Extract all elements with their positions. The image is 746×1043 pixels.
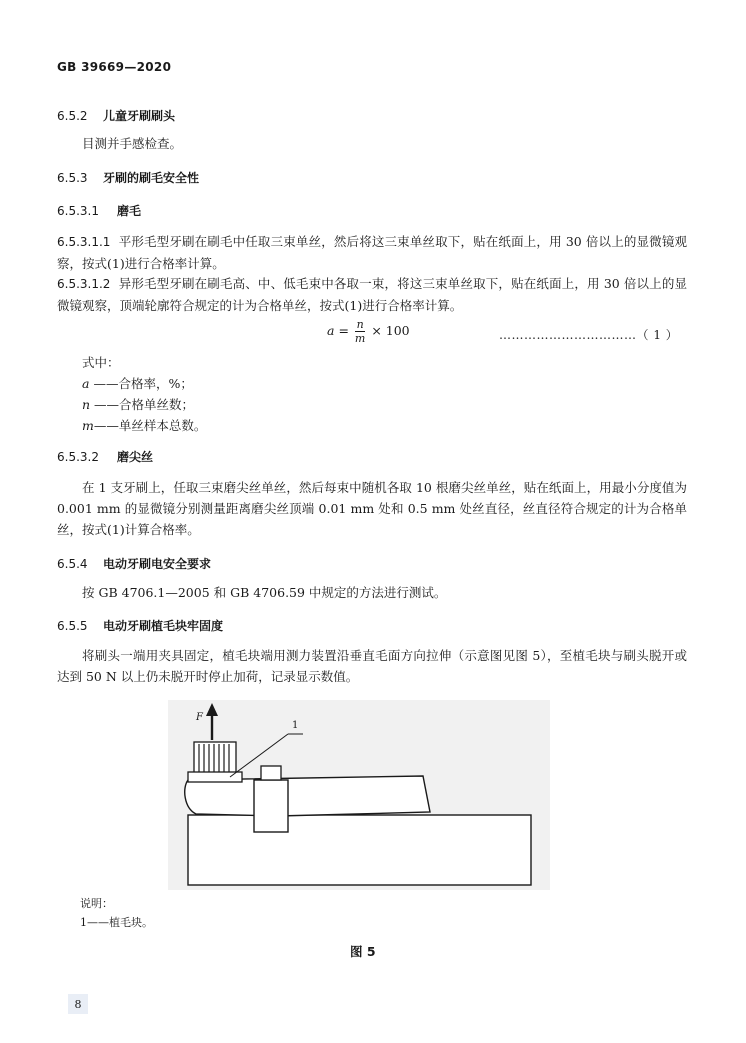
section-number: 6.5.3: [57, 171, 88, 185]
paragraph-6-5-4: 按 GB 4706.1—2005 和 GB 4706.59 中规定的方法进行测试。: [82, 585, 447, 600]
where-symbol: m: [82, 418, 94, 433]
where-desc: ——合格单丝数；: [94, 397, 195, 412]
figure-5: [168, 700, 550, 894]
section-heading-6-5-3-1: [57, 202, 141, 219]
paragraph-6-5-3-1-2: [57, 273, 687, 316]
bristles: [199, 744, 229, 776]
section-heading-6-5-3-2: [57, 448, 153, 465]
paragraph-6-5-3-1-1: [57, 231, 687, 274]
legend-item: 1——植毛块。: [80, 916, 153, 929]
where-item: [82, 415, 206, 436]
section-title: 牙刷的刷毛安全性: [103, 171, 200, 185]
clause-number: 6.5.3.1.1: [57, 235, 111, 249]
section-heading-6-5-3: [57, 169, 199, 186]
legend-title: 说明：: [80, 897, 113, 910]
section-title: 儿童牙刷刷头: [103, 109, 176, 123]
clause-text: 平形毛型牙刷在刷毛中任取三束单丝，然后将这三束单丝取下，贴在纸面上，用 30 倍以上的显微镜观察，按式(1)进行合格率计算。: [57, 234, 687, 271]
section-number: 6.5.3.1: [57, 204, 99, 218]
standard-number: GB 39669—2020: [57, 60, 172, 74]
page-number: 8: [68, 994, 88, 1014]
figure-5-drawing: [168, 700, 550, 890]
clamp-screw: [261, 766, 281, 780]
formula-numerator: n: [356, 318, 364, 331]
where-desc: ——合格率，%；: [93, 376, 193, 391]
paragraph-6-5-2: 目测并手感检查。: [82, 136, 183, 151]
clause-text: 异形毛型牙刷在刷毛高、中、低毛束中各取一束，将这三束单丝取下，贴在纸面上，用 30 倍以上的显微镜观察，顶端轮廓符合规定的计为合格单丝，按式(1)进行合格率计算。: [57, 276, 687, 313]
section-number: 6.5.3.2: [57, 450, 99, 464]
section-number: 6.5.5: [57, 619, 88, 633]
formula-lhs: a: [327, 323, 335, 338]
where-symbol: a: [82, 376, 90, 391]
formula-rhs: × 100: [371, 323, 410, 338]
force-label: F: [196, 712, 203, 723]
where-desc: ——单丝样本总数。: [93, 418, 207, 433]
formula-number: ……………………………（ 1 ）: [499, 328, 679, 342]
paragraph-6-5-5: 将刷头一端用夹具固定，植毛块端用测力装置沿垂直毛面方向拉伸（示意图见图 5），至植毛块与刷头脱开或达到 50 N 以上仍未脱开时停止加荷，记录显示数值。: [57, 648, 687, 684]
clamp-fixture: [188, 815, 531, 885]
where-symbol: n: [82, 397, 91, 412]
formula-1: [327, 318, 410, 345]
clamp-jaw: [254, 780, 288, 832]
section-title: 磨尖丝: [117, 450, 154, 464]
section-number: 6.5.2: [57, 109, 88, 123]
section-title: 电动牙刷植毛块牢固度: [103, 619, 224, 633]
paragraph-6-5-3-2: 在 1 支牙刷上，任取三束磨尖丝单丝，然后每束中随机各取 10 根磨尖丝单丝，贴在纸面上，用最小分度值为 0.001 mm 的显微镜分别测量距离磨尖丝顶端 0.01 mm 处和 0.5 mm 处丝直径，丝直径符合规定的计为合格单丝，按式(1)计算合格率。: [57, 480, 687, 537]
formula-equals: =: [338, 323, 349, 338]
formula-denominator: m: [354, 332, 366, 345]
clause-number: 6.5.3.1.2: [57, 277, 111, 291]
where-item: [82, 394, 194, 415]
figure-caption: 图 5: [350, 944, 376, 959]
section-title: 电动牙刷电安全要求: [103, 557, 212, 571]
where-title: 式中：: [82, 355, 120, 370]
where-item: [82, 373, 193, 394]
section-heading-6-5-5: [57, 617, 223, 634]
callout-number: 1: [292, 720, 299, 731]
formula-fraction: [355, 318, 365, 345]
section-title: 磨毛: [117, 204, 142, 218]
section-heading-6-5-4: [57, 555, 211, 572]
section-number: 6.5.4: [57, 557, 88, 571]
section-heading-6-5-2: [57, 107, 175, 124]
